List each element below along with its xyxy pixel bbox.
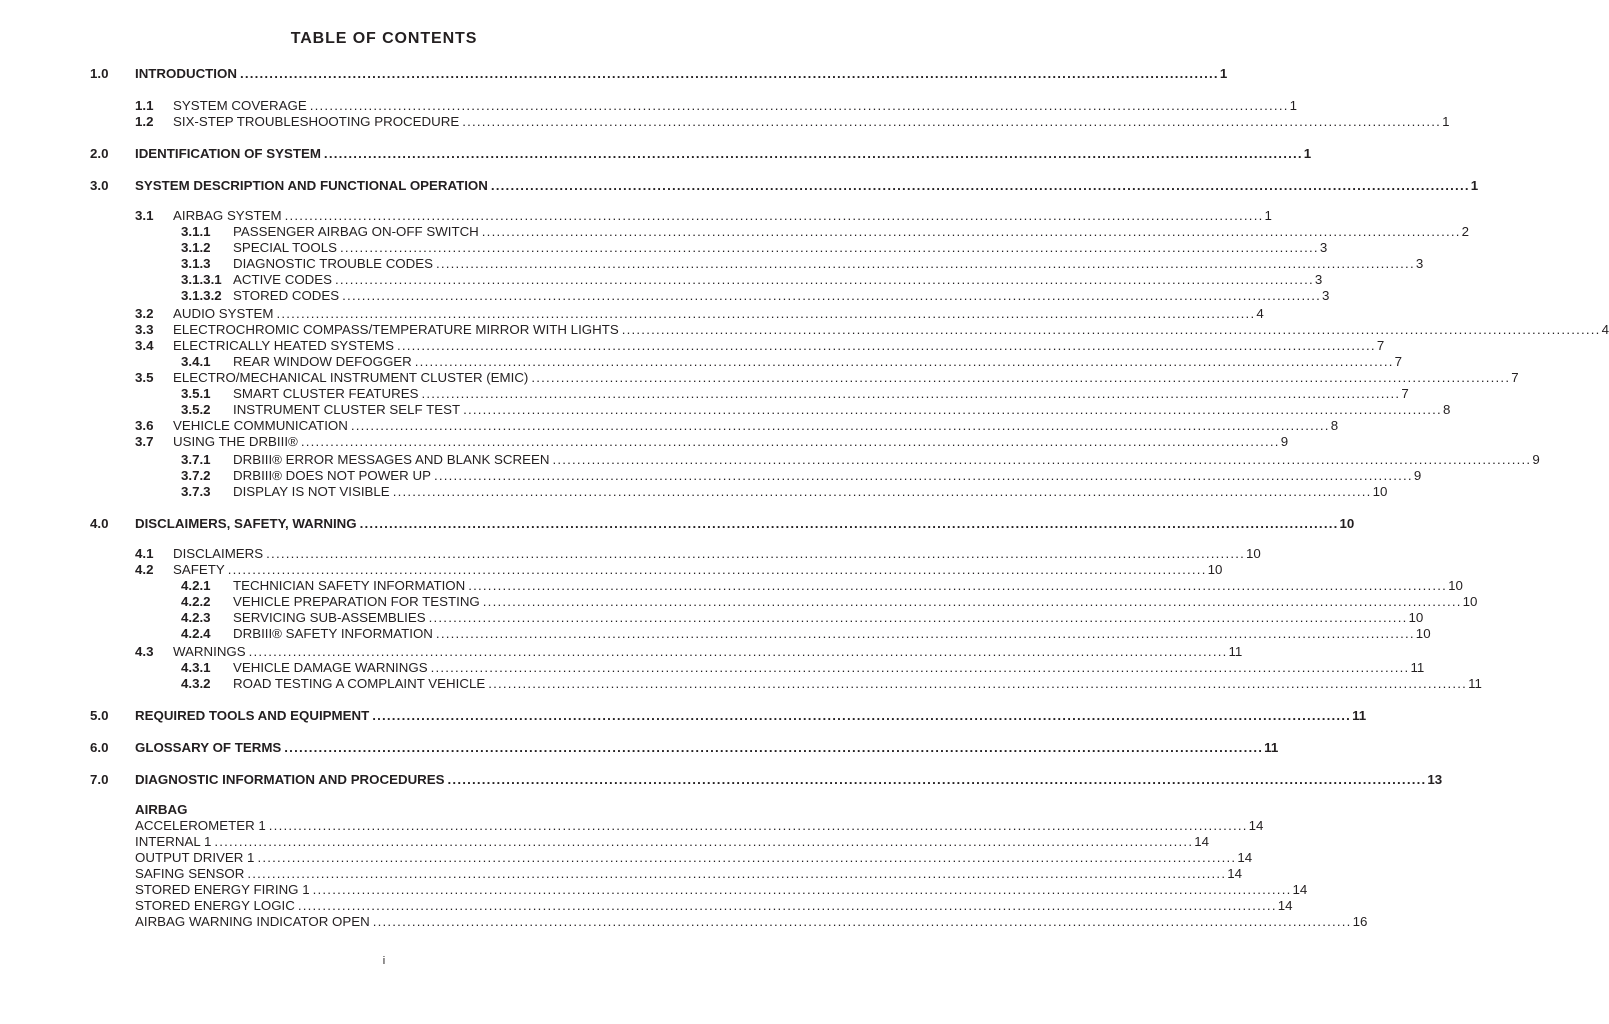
toc-entry (135, 545, 1261, 562)
toc-entry-number: 2.0 (90, 146, 109, 161)
toc-entry-title: SAFING SENSOR (135, 866, 245, 881)
toc-entry-title: GLOSSARY OF TERMS (135, 740, 282, 755)
dot-leader: ........................................................................................................................................................................................................ (266, 546, 1246, 561)
toc-page-number: 8 (1442, 402, 1451, 417)
toc-entry-title: WARNINGS (173, 644, 246, 659)
toc-entry (181, 239, 1328, 256)
toc-entry (90, 177, 1479, 194)
toc-page-number: 16 (1352, 914, 1368, 929)
toc-page-number: 9 (1532, 452, 1540, 467)
toc-page-number: 10 (1408, 610, 1424, 625)
dot-leader: ........................................................................................................................................................................................................ (372, 708, 1352, 723)
toc-entry-title: ELECTROCHROMIC COMPASS/TEMPERATURE MIRROR WITH LIGHTS (173, 322, 619, 337)
toc-entry-number: 3.1.3 (181, 256, 211, 271)
dot-leader: ........................................................................................................................................................................................................ (490, 178, 1470, 193)
toc-page-number: 9 (1413, 468, 1422, 483)
toc-entry (135, 321, 1609, 338)
toc-entry (181, 353, 1403, 370)
toc-entry-title: DIAGNOSTIC INFORMATION AND PROCEDURES (135, 772, 445, 787)
toc-entry (181, 467, 1422, 484)
toc-page-number: 3 (1322, 288, 1330, 303)
toc-entry-title: STORED ENERGY LOGIC (135, 898, 295, 913)
toc-entry-title: AIRBAG SYSTEM (173, 208, 282, 223)
toc-entry-title: DIAGNOSTIC TROUBLE CODES (233, 256, 433, 271)
toc-entry (90, 145, 1312, 162)
dot-leader: ........................................................................................................................................................................................................ (488, 676, 1468, 691)
toc-entry-title: STORED CODES (233, 288, 340, 303)
toc-entry-number: 1.2 (135, 114, 154, 129)
toc-page-number: 2 (1461, 224, 1470, 239)
toc-entry-title: ACTIVE CODES (233, 272, 333, 287)
toc-entry (90, 739, 1279, 756)
toc-page-number: 4 (1601, 322, 1609, 337)
toc-entry-title: ACCELEROMETER 1 (135, 818, 266, 833)
toc-page-number: 11 (1410, 660, 1425, 675)
toc-page-number: 7 (1394, 354, 1403, 369)
toc-entry-number: 1.0 (90, 66, 109, 81)
toc-entry-title: DISCLAIMERS (173, 546, 264, 561)
toc-entry (135, 881, 1308, 898)
dot-leader: ........................................................................................................................................................................................................ (309, 98, 1289, 113)
toc-entry-title: REQUIRED TOOLS AND EQUIPMENT (135, 708, 370, 723)
toc-entry-title: DRBIII® DOES NOT POWER UP (233, 468, 431, 483)
toc-page-number: 1 (1219, 66, 1228, 81)
toc-entry-title: VEHICLE PREPARATION FOR TESTING (233, 594, 480, 609)
toc-page-number: 14 (1277, 898, 1293, 913)
toc-entry-title: ELECTRICALLY HEATED SYSTEMS (173, 338, 394, 353)
dot-leader: ........................................................................................................................................................................................................ (531, 370, 1511, 385)
toc-entry-number: 7.0 (90, 772, 109, 787)
toc-page-number: 11 (1228, 644, 1243, 659)
toc-entry-title: PASSENGER AIRBAG ON-OFF SWITCH (233, 224, 479, 239)
toc-page-number: 3 (1314, 272, 1323, 287)
toc-entry-number: 3.2 (135, 306, 154, 321)
toc-entry (90, 771, 1443, 788)
toc-entry-title: USING THE DRBIII® (173, 434, 298, 449)
toc-entry-number: 4.2 (135, 562, 154, 577)
toc-page-number: 1 (1289, 98, 1298, 113)
toc-page-number: 10 (1246, 546, 1261, 561)
toc-entry-title: REAR WINDOW DEFOGGER (233, 354, 412, 369)
toc-entry-number: 3.1.1 (181, 224, 211, 239)
toc-page-number: 10 (1415, 626, 1431, 641)
toc-entry (135, 369, 1519, 386)
toc-page-number: 7 (1401, 386, 1409, 401)
toc-page-number: 11 (1264, 740, 1279, 755)
toc-entry-title: DRBIII® SAFETY INFORMATION (233, 626, 433, 641)
toc-entry (135, 561, 1223, 578)
toc-page-number: 13 (1427, 772, 1443, 787)
toc-entry-number: 3.1.3.1 (181, 272, 222, 287)
toc-entry (181, 593, 1478, 610)
toc-page-number: 14 (1194, 834, 1210, 849)
toc-entry-title: SAFETY (173, 562, 225, 577)
toc-page-number: 3 (1415, 256, 1424, 271)
toc-section-heading (135, 801, 187, 818)
toc-entry (181, 577, 1463, 594)
toc-entry (181, 675, 1482, 692)
toc-entry (181, 483, 1388, 500)
toc-page-number: 9 (1280, 434, 1289, 449)
dot-leader: ........................................................................................................................................................................................................ (342, 288, 1322, 303)
toc-entry (135, 337, 1385, 354)
toc-entry (135, 643, 1243, 660)
toc-page-number: 10 (1339, 516, 1355, 531)
toc-entry-number: 4.0 (90, 516, 109, 531)
dot-leader: ........................................................................................................................................................................................................ (248, 644, 1228, 659)
toc-entry (181, 385, 1409, 402)
toc-entry-number: 3.3 (135, 322, 154, 337)
toc-entry-number: 3.5.1 (181, 386, 211, 401)
toc-entry (181, 271, 1323, 288)
toc-entry-title: SMART CLUSTER FEATURES (233, 386, 419, 401)
toc-page-number: 1 (1442, 114, 1450, 129)
toc-entry (181, 401, 1451, 418)
dot-leader: ........................................................................................................................................................................................................ (482, 594, 1462, 609)
dot-leader: ........................................................................................................................................................................................................ (430, 660, 1410, 675)
toc-entry-title: INSTRUMENT CLUSTER SELF TEST (233, 402, 461, 417)
toc-entry-title: INTERNAL 1 (135, 834, 212, 849)
toc-entry-title: SYSTEM COVERAGE (173, 98, 307, 113)
toc-entry-title: STORED ENERGY FIRING 1 (135, 882, 310, 897)
toc-page-number: 3 (1319, 240, 1328, 255)
dot-leader: ........................................................................................................................................................................................................ (312, 882, 1292, 897)
toc-entry-number: 3.7.2 (181, 468, 211, 483)
toc-entry-number: 3.7.1 (181, 452, 211, 467)
toc-page-number: 10 (1462, 594, 1478, 609)
toc-entry (135, 305, 1264, 322)
toc-entry-title: SERVICING SUB-ASSEMBLIES (233, 610, 426, 625)
dot-leader: ........................................................................................................................................................................................................ (421, 386, 1401, 401)
toc-page-number: 7 (1511, 370, 1519, 385)
dot-leader: ........................................................................................................................................................................................................ (247, 866, 1227, 881)
toc-page-number: 10 (1207, 562, 1223, 577)
dot-leader: ........................................................................................................................................................................................................ (552, 452, 1532, 467)
toc-entry-number: 3.5.2 (181, 402, 211, 417)
toc-entry (135, 865, 1243, 882)
dot-leader: ........................................................................................................................................................................................................ (468, 578, 1448, 593)
dot-leader: ........................................................................................................................................................................................................ (227, 562, 1207, 577)
toc-entry-number: 3.4 (135, 338, 154, 353)
toc-entry-title: VEHICLE COMMUNICATION (173, 418, 348, 433)
toc-entry (135, 97, 1298, 114)
toc-entry-title: AIRBAG WARNING INDICATOR OPEN (135, 914, 370, 929)
dot-leader: ........................................................................................................................................................................................................ (335, 272, 1314, 287)
toc-entry-title: SIX-STEP TROUBLESHOOTING PROCEDURE (173, 114, 460, 129)
toc-page-number: 1 (1470, 178, 1479, 193)
toc-entry (135, 433, 1289, 450)
page-number-footer: i (382, 955, 386, 967)
dot-leader: ........................................................................................................................................................................................................ (297, 898, 1277, 913)
toc-entry (181, 625, 1431, 642)
dot-leader: ........................................................................................................................................................................................................ (323, 146, 1303, 161)
toc-entry-title: OUTPUT DRIVER 1 (135, 850, 255, 865)
toc-entry (181, 255, 1424, 272)
toc-entry-title: DRBIII® ERROR MESSAGES AND BLANK SCREEN (233, 452, 550, 467)
toc-page-number: 4 (1256, 306, 1264, 321)
toc-entry-number: 3.0 (90, 178, 109, 193)
toc-entry-number: 3.5 (135, 370, 154, 385)
toc-entry-number: 4.2.4 (181, 626, 211, 641)
toc-entry-title: AUDIO SYSTEM (173, 306, 274, 321)
toc-entry-number: 4.2.1 (181, 578, 211, 593)
dot-leader: ........................................................................................................................................................................................................ (433, 468, 1413, 483)
toc-entry (181, 451, 1540, 468)
dot-leader: ........................................................................................................................................................................................................ (276, 306, 1256, 321)
dot-leader: ........................................................................................................................................................................................................ (214, 834, 1194, 849)
toc-page-number: 14 (1292, 882, 1308, 897)
toc-entry-title: SPECIAL TOOLS (233, 240, 337, 255)
toc-entry-number: 3.1.3.2 (181, 288, 222, 303)
toc-page-number: 14 (1227, 866, 1243, 881)
dot-leader: ........................................................................................................................................................................................................ (359, 516, 1339, 531)
toc-entry-number: 3.6 (135, 418, 154, 433)
dot-leader: ........................................................................................................................................................................................................ (339, 240, 1319, 255)
toc-entry (90, 707, 1367, 724)
dot-leader: ........................................................................................................................................................................................................ (284, 208, 1264, 223)
toc-entry (181, 659, 1425, 676)
dot-leader: ........................................................................................................................................................................................................ (428, 610, 1408, 625)
toc-page-number: 1 (1303, 146, 1312, 161)
dot-leader: ........................................................................................................................................................................................................ (463, 402, 1442, 417)
toc-entry (135, 849, 1253, 866)
toc-entry-title: INTRODUCTION (135, 66, 237, 81)
toc-entry (135, 913, 1368, 930)
dot-leader: ........................................................................................................................................................................................................ (239, 66, 1219, 81)
toc-entry-number: 6.0 (90, 740, 109, 755)
toc-page-number: 7 (1376, 338, 1385, 353)
toc-entry-title: SYSTEM DESCRIPTION AND FUNCTIONAL OPERATION (135, 178, 488, 193)
toc-entry (90, 65, 1228, 82)
toc-page-number: 10 (1372, 484, 1388, 499)
toc-entry (181, 609, 1424, 626)
toc-page-number: 11 (1468, 676, 1482, 691)
toc-entry (181, 223, 1470, 240)
dot-leader: ........................................................................................................................................................................................................ (435, 626, 1415, 641)
toc-page-number: 8 (1330, 418, 1339, 433)
toc-entry-number: 4.3 (135, 644, 154, 659)
toc-page-number: 14 (1248, 818, 1264, 833)
toc-entry-title: ELECTRO/MECHANICAL INSTRUMENT CLUSTER (EMIC) (173, 370, 529, 385)
toc-entry (135, 417, 1339, 434)
toc-page-number: 10 (1448, 578, 1463, 593)
toc-entry-title: IDENTIFICATION OF SYSTEM (135, 146, 321, 161)
toc-entry (135, 113, 1450, 130)
toc-entry-title: DISCLAIMERS, SAFETY, WARNING (135, 516, 357, 531)
toc-entry-number: 3.7.3 (181, 484, 211, 499)
page-title: TABLE OF CONTENTS (290, 30, 478, 47)
dot-leader: ........................................................................................................................................................................................................ (350, 418, 1330, 433)
dot-leader: ........................................................................................................................................................................................................ (481, 224, 1461, 239)
toc-page-number: 1 (1264, 208, 1272, 223)
toc-entry-title: DISPLAY IS NOT VISIBLE (233, 484, 390, 499)
toc-entry-number: 5.0 (90, 708, 109, 723)
toc-entry-title: ROAD TESTING A COMPLAINT VEHICLE (233, 676, 486, 691)
dot-leader: ........................................................................................................................................................................................................ (257, 850, 1237, 865)
dot-leader: ........................................................................................................................................................................................................ (396, 338, 1376, 353)
toc-entry-number: 3.7 (135, 434, 154, 449)
toc-entry-number: 3.1.2 (181, 240, 211, 255)
dot-leader: ........................................................................................................................................................................................................ (284, 740, 1264, 755)
dot-leader: ........................................................................................................................................................................................................ (462, 114, 1442, 129)
dot-leader: ........................................................................................................................................................................................................ (447, 772, 1427, 787)
toc-entry-number: 4.2.3 (181, 610, 211, 625)
toc-entry (135, 207, 1272, 224)
toc-entry-number: 4.3.2 (181, 676, 211, 691)
toc-entry (135, 817, 1264, 834)
dot-leader: ........................................................................................................................................................................................................ (392, 484, 1372, 499)
toc-entry (181, 287, 1330, 304)
dot-leader: ........................................................................................................................................................................................................ (621, 322, 1601, 337)
toc-entry-number: 4.3.1 (181, 660, 211, 675)
dot-leader: ........................................................................................................................................................................................................ (435, 256, 1415, 271)
dot-leader: ........................................................................................................................................................................................................ (414, 354, 1394, 369)
dot-leader: ........................................................................................................................................................................................................ (372, 914, 1352, 929)
toc-entry (90, 515, 1355, 532)
toc-entry-number: 4.1 (135, 546, 154, 561)
toc-entry-number: 1.1 (135, 98, 154, 113)
toc-entry (135, 833, 1210, 850)
toc-entry-number: 4.2.2 (181, 594, 211, 609)
toc-entry-title: AIRBAG (135, 802, 188, 817)
dot-leader: ........................................................................................................................................................................................................ (268, 818, 1248, 833)
toc-entry-number: 3.1 (135, 208, 154, 223)
toc-entry (135, 897, 1293, 914)
toc-entry-title: TECHNICIAN SAFETY INFORMATION (233, 578, 466, 593)
toc-entry-title: VEHICLE DAMAGE WARNINGS (233, 660, 428, 675)
toc-page-number: 11 (1352, 708, 1367, 723)
toc-entry-number: 3.4.1 (181, 354, 211, 369)
toc-page-number: 14 (1237, 850, 1253, 865)
dot-leader: ........................................................................................................................................................................................................ (300, 434, 1280, 449)
